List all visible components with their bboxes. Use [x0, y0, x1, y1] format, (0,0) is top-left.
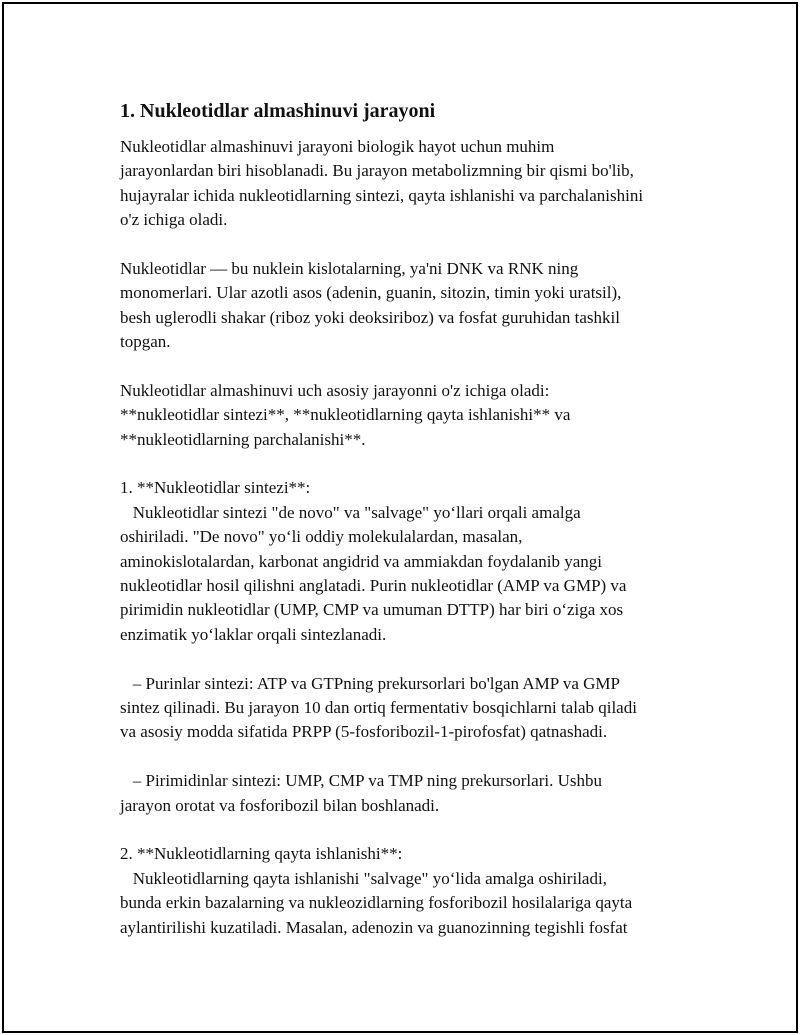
blank-line [120, 647, 700, 671]
text-line: oshiriladi. "De novo" yo‘li oddiy molekulalardan, masalan, [120, 527, 523, 547]
text-line: aminokislotalardan, karbonat angidrid va ammiakdan foydalanib yangi [120, 551, 602, 571]
blank-line [120, 745, 700, 769]
text-line: 2. **Nukleotidlarning qayta ishlanishi**: [120, 844, 403, 864]
text-line: Nukleotidlar almashinuvi jarayoni biologik hayot uchun muhim [120, 137, 555, 156]
text-line: enzimatik yo‘laklar orqali sintezlanadi. [120, 624, 387, 644]
blank-line [120, 818, 700, 842]
document-title: 1. Nukleotidlar almashinuvi jarayoni [120, 100, 436, 122]
text-line: sintez qilinadi. Bu jarayon 10 dan ortiq fermentativ bosqichlarni talab qiladi [120, 697, 637, 717]
text-line: jarayonlardan biri hisoblanadi. Bu jarayon metabolizmning bir qismi bo'lib, [120, 161, 634, 181]
text-line: jarayon orotat va fosforibozil bilan boshlanadi. [120, 795, 440, 815]
text-line: hujayralar ichida nukleotidlarning sintezi, qayta ishlanishi va parchalanishini [120, 185, 644, 205]
text-line: o'z ichiga oladi. [120, 210, 228, 230]
blank-line [120, 355, 700, 379]
text-line: **nukleotidlar sintezi**, **nukleotidlarning qayta ishlanishi** va [120, 405, 571, 425]
text-line: 1. **Nukleotidlar sintezi**: [120, 478, 311, 498]
blank-line [120, 233, 700, 257]
text-line: topgan. [120, 332, 171, 352]
text-line: nukleotidlar hosil qilishni anglatadi. Purin nukleotidlar (AMP va GMP) va [120, 576, 627, 596]
page-frame [2, 2, 798, 1033]
text-line: Nukleotidlar sintezi "de novo" va "salvage" yo‘llari orqali amalga [120, 502, 581, 522]
text-line: aylantirilishi kuzatiladi. Masalan, adenozin va guanozinning tegishli fosfat [120, 917, 628, 937]
text-line: besh uglerodli shakar (riboz yoki deoksiriboz) va fosfat guruhidan tashkil [120, 307, 620, 327]
text-line: Nukleotidlar almashinuvi uch asosiy jarayonni o'z ichiga oladi: [120, 380, 550, 400]
text-line: va asosiy modda sifatida PRPP (5-fosforibozil-1-pirofosfat) qatnashadi. [120, 722, 608, 742]
text-line: pirimidin nukleotidlar (UMP, CMP va umuman DTTP) har biri o‘ziga xos [120, 600, 624, 620]
blank-line [120, 452, 700, 476]
text-line: – Purinlar sintezi: ATP va GTPning prekursorlari bo'lgan AMP va GMP [120, 673, 620, 693]
text-line: monomerlari. Ular azotli asos (adenin, guanin, sitozin, timin yoki uratsil), [120, 283, 622, 303]
text-line: – Pirimidinlar sintezi: UMP, CMP va TMP ning prekursorlari. Ushbu [120, 771, 602, 791]
text-line: Nukleotidlar — bu nuklein kislotalarning, ya'ni DNK va RNK ning [120, 258, 579, 278]
text-line: Nukleotidlarning qayta ishlanishi "salvage" yo‘lida amalga oshiriladi, [120, 868, 607, 888]
text-line: bunda erkin bazalarning va nukleozidlarning fosforibozil hosilalariga qayta [120, 893, 633, 913]
document-body [120, 135, 700, 940]
document-content [120, 98, 700, 940]
text-line: **nukleotidlarning parchalanishi**. [120, 429, 366, 449]
